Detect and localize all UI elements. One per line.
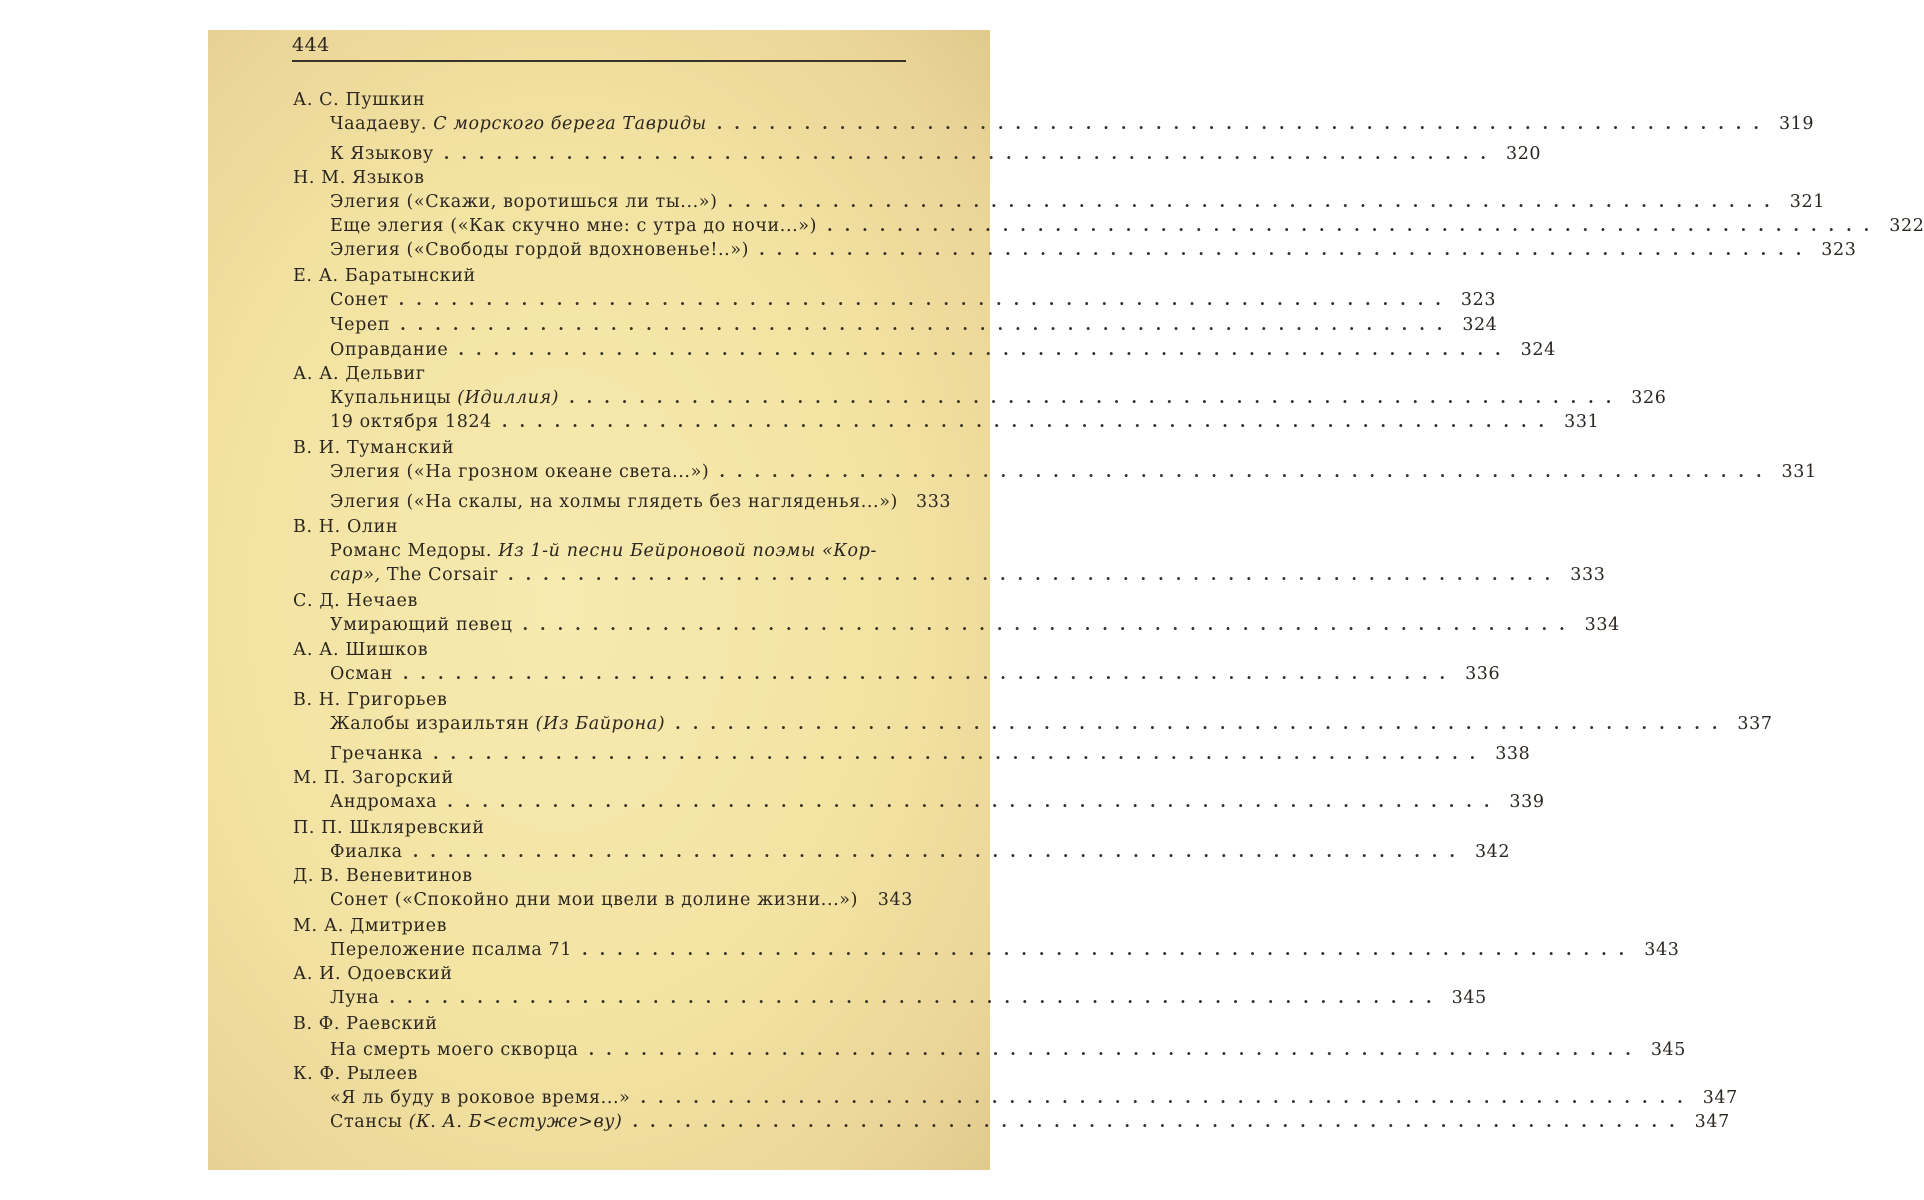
entry-page-number: 324 [1520, 340, 1556, 360]
toc-entry [330, 712, 1773, 736]
toc-entry [330, 190, 1825, 214]
entry-title: Романс Медоры. Из 1-й песни Бейроновой поэмы «Кор- [330, 541, 877, 561]
entry-title: Элегия («Скажи, воротишься ли ты...») [330, 192, 718, 212]
toc-entry [330, 313, 1498, 337]
toc-entry [330, 840, 1511, 864]
page-number: 444 [292, 34, 330, 56]
toc-author: А. С. Пушкин [293, 90, 426, 110]
entry-title: Гречанка [330, 744, 423, 764]
toc-entry [330, 338, 1556, 362]
entry-title: Сонет [330, 290, 389, 310]
entry-page-number: 324 [1462, 315, 1498, 335]
entry-page-number: 338 [1495, 744, 1531, 764]
toc-entry [330, 1038, 1687, 1062]
toc-author: В. Н. Олин [293, 517, 399, 537]
toc-entry [330, 1110, 1730, 1134]
toc-entry [330, 214, 1924, 238]
toc-entry [330, 460, 1817, 484]
dot-leader: ............................................................ [412, 842, 1467, 861]
toc-author: А. И. Одоевский [293, 964, 453, 984]
entry-page-number: 322 [1889, 216, 1924, 236]
dot-leader: ............................................................ [432, 744, 1488, 763]
toc-entry [330, 1086, 1738, 1110]
entry-page-number: 347 [1702, 1088, 1738, 1108]
toc-author: А. А. Дельвиг [293, 364, 426, 384]
entry-title: Купальницы (Идиллия) [330, 388, 560, 408]
entry-title: Элегия («Свободы гордой вдохновенье!..») [330, 240, 750, 260]
toc-author: С. Д. Нечаев [293, 591, 418, 611]
toc-entry [330, 386, 1667, 410]
dot-leader: ............................................................ [508, 565, 1563, 584]
toc-author: В. Ф. Раевский [293, 1014, 438, 1034]
dot-leader: ............................................................ [582, 940, 1637, 959]
entry-page-number: 343 [1644, 940, 1680, 960]
toc-author: Е. А. Баратынский [293, 266, 476, 286]
entry-page-number: 343 [877, 890, 913, 910]
entry-title: Переложение псалма 71 [330, 940, 573, 960]
toc-author: М. П. Загорский [293, 768, 454, 788]
dot-leader: ............................................................ [501, 412, 1557, 431]
dot-leader: ............................................................ [458, 340, 1513, 359]
dot-leader: ............................................................ [632, 1112, 1687, 1131]
entry-title: Еще элегия («Как скучно мне: с утра до ночи...») [330, 216, 818, 236]
dot-leader: ............................................................ [400, 315, 1455, 334]
entry-title: Чаадаеву. С морского берега Тавриды [330, 114, 707, 134]
toc-entry [330, 888, 913, 912]
entry-title: Умирающий певец [330, 615, 513, 635]
entry-title: Оправдание [330, 340, 449, 360]
entry-page-number: 331 [1564, 412, 1600, 432]
entry-title: Элегия («На скалы, на холмы глядеть без нагляденья...») [330, 492, 898, 512]
dot-leader: ............................................................ [569, 388, 1624, 407]
entry-title: «Я ль буду в роковое время...» [330, 1088, 631, 1108]
entry-title: Осман [330, 664, 393, 684]
dot-leader: ............................................................ [727, 192, 1782, 211]
entry-page-number: 320 [1505, 144, 1542, 164]
dot-leader: ............................................................ [402, 664, 1458, 683]
dot-leader: ............................................................ [640, 1088, 1695, 1107]
entry-page-number: 336 [1465, 664, 1501, 684]
toc-entry [330, 790, 1545, 814]
entry-title: Андромаха [330, 792, 438, 812]
toc-author: П. П. Шкляревский [293, 818, 485, 838]
dot-leader: ............................................................ [588, 1040, 1643, 1059]
dot-leader: ............................................................ [389, 988, 1444, 1007]
entry-page-number: 319 [1778, 114, 1815, 134]
toc-entry [330, 490, 952, 514]
entry-title: Череп [330, 315, 391, 335]
entry-title: Элегия («На грозном океане света...») [330, 462, 710, 482]
dot-leader: ............................................................ [675, 714, 1730, 733]
dot-leader: ............................................................ [398, 290, 1453, 309]
entry-page-number: 337 [1737, 714, 1773, 734]
toc-author: В. Н. Григорьев [293, 690, 448, 710]
entry-title: К Языкову [330, 144, 434, 164]
toc-author: М. А. Дмитриев [293, 916, 448, 936]
entry-title: Фиалка [330, 842, 403, 862]
dot-leader: ............................................................ [719, 462, 1774, 481]
entry-page-number: 333 [1570, 565, 1606, 585]
entry-page-number: 347 [1694, 1112, 1730, 1132]
toc-entry [330, 410, 1600, 434]
dot-leader: ............................................................ [716, 114, 1771, 133]
toc-entry [330, 613, 1620, 637]
dot-leader: ............................................................ [827, 216, 1882, 235]
toc-entry [330, 288, 1497, 312]
entry-page-number: 345 [1451, 988, 1487, 1008]
entry-title: Стансы (К. А. Б<естуже>ву) [330, 1112, 623, 1132]
entry-title: Луна [330, 988, 380, 1008]
entry-page-number: 339 [1509, 792, 1545, 812]
entry-page-number: 333 [915, 492, 952, 512]
dot-leader: ............................................................ [443, 144, 1498, 163]
entry-page-number: 334 [1584, 615, 1620, 635]
toc-entry [330, 938, 1680, 962]
toc-author: Н. М. Языков [293, 168, 425, 188]
entry-page-number: 323 [1460, 290, 1497, 310]
entry-page-number: 326 [1631, 388, 1667, 408]
dot-leader: ............................................................ [522, 615, 1577, 634]
toc-author: А. А. Шишков [293, 640, 429, 660]
dot-leader: ............................................................ [759, 240, 1814, 259]
toc-entry-continued [330, 539, 877, 563]
entry-title: Жалобы израильтян (Из Байрона) [330, 714, 666, 734]
toc-author: В. И. Туманский [293, 438, 455, 458]
entry-page-number: 345 [1650, 1040, 1687, 1060]
toc-author: К. Ф. Рылеев [293, 1064, 418, 1084]
toc-entry [330, 238, 1857, 262]
toc-entry [330, 662, 1501, 686]
entry-title: Сонет («Спокойно дни мои цвели в долине жизни...») [330, 890, 859, 910]
dot-leader: ............................................................ [447, 792, 1502, 811]
entry-title: На смерть моего скворца [330, 1040, 579, 1060]
entry-page-number: 342 [1474, 842, 1511, 862]
toc-entry [330, 742, 1531, 766]
entry-page-number: 321 [1789, 192, 1825, 212]
entry-title: сар», The Corsair [330, 565, 499, 585]
toc-entry [330, 112, 1815, 136]
toc-entry [330, 986, 1487, 1010]
entry-title: 19 октября 1824 [330, 412, 492, 432]
toc-entry [330, 563, 1606, 587]
entry-page-number: 331 [1781, 462, 1817, 482]
toc-author: Д. В. Веневитинов [293, 866, 473, 886]
toc-entry [330, 142, 1542, 166]
entry-page-number: 323 [1821, 240, 1857, 260]
